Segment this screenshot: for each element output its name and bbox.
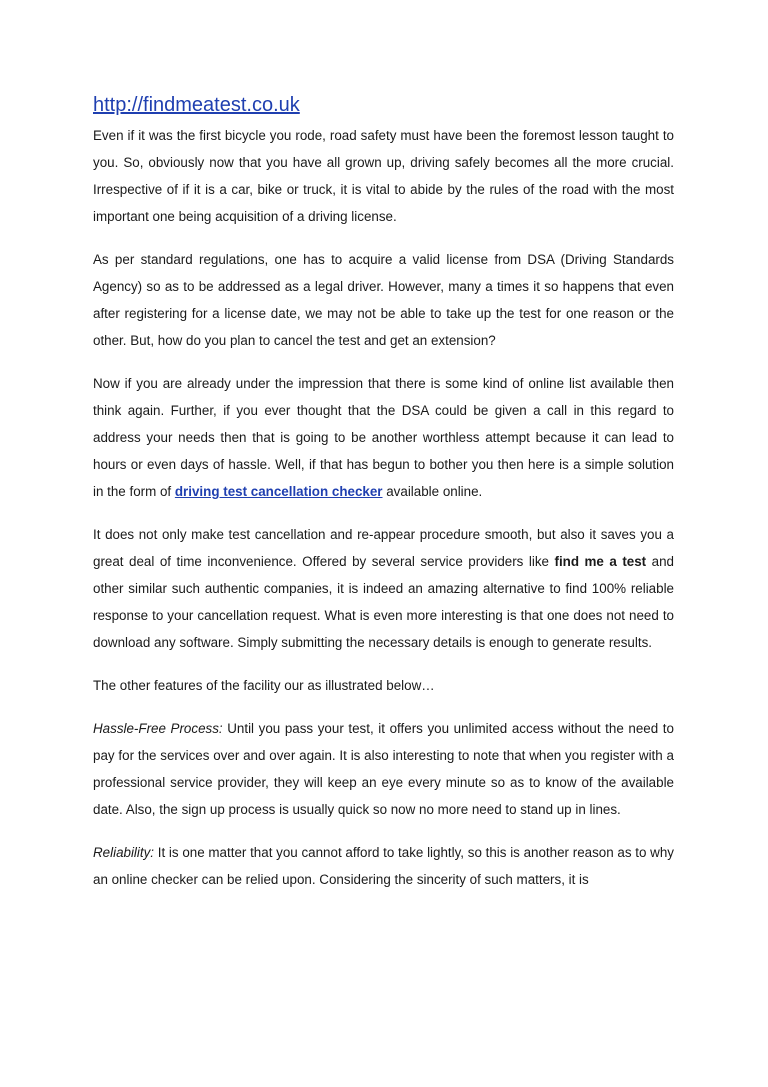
paragraph-text: Now if you are already under the impression that there is some kind of online list available then think again. Further, if you ever thought that the DSA could be given a call in this regard to address your needs then that is going to be another worthless attempt because it can lead to hours or even days of hassle. Well, if that has begun to bother you then here is a simple solution in the form of <box>93 376 674 499</box>
paragraph-features-intro: The other features of the facility our as illustrated below… <box>93 678 435 693</box>
paragraph-text: It does not only make test cancellation and re-appear procedure smooth, but also it saves you a great deal of time inconvenience. Offered by several service providers like <box>93 527 674 569</box>
paragraph-regulations: As per standard regulations, one has to acquire a valid license from DSA (Driving Standards Agency) so as to be addressed as a legal driver. However, many a times it so happens that even after registering for a license date, we may not be able to take up the test for one reason or the other. But, how do you plan to cancel the test and get an extension? <box>93 252 674 348</box>
paragraph-text: Until you pass your test, it offers you unlimited access without the need to pay for the services over and over again. It is also interesting to note that when you register with a professional service provider, they will keep an eye every minute so as to know of the available date. Also, the sign up process is usually quick so now no more need to stand up in lines. <box>93 721 674 817</box>
paragraph-text: available online. <box>382 484 483 499</box>
feature-label-reliability: Reliability: <box>93 845 155 860</box>
feature-label-hassle-free: Hassle-Free Process: <box>93 721 223 736</box>
paragraph-text: and other similar such authentic companies, it is indeed an amazing alternative to find 100% reliable response to your cancellation request. What is even more interesting is that one does not need to download any software. Simply submitting the necessary details is enough to generate results. <box>93 554 675 650</box>
paragraph-benefits <box>93 521 674 656</box>
paragraph-hassle-free <box>93 715 674 823</box>
paragraph-reliability <box>93 839 674 893</box>
brand-name-bold: find me a test <box>554 554 647 569</box>
paragraph-text: It is one matter that you cannot afford to take lightly, so this is another reason as to why an online checker can be relied upon. Considering the sincerity of such matters, it is <box>93 845 674 887</box>
paragraph-intro: Even if it was the first bicycle you rode, road safety must have been the foremost lesson taught to you. So, obviously now that you have all grown up, driving safely becomes all the more crucial. Irrespective of if it is a car, bike or truck, it is vital to abide by the rules of the road with the most important one being acquisition of a driving license. <box>93 128 674 224</box>
paragraph-online-list <box>93 370 674 505</box>
cancellation-checker-link[interactable]: driving test cancellation checker <box>174 484 383 499</box>
site-url-link[interactable]: http://findmeatest.co.uk <box>93 94 300 116</box>
document-page <box>93 92 674 909</box>
